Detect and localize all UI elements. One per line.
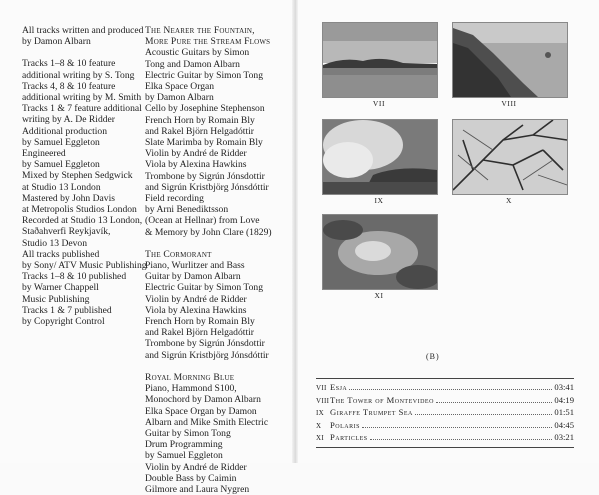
credit-line: All tracks published [22,248,100,260]
track-row [316,395,574,408]
credit-line: & Memory by John Clare (1829) [145,226,272,238]
credit-line: Piano, Wurlitzer and Bass [145,260,245,272]
credit-line: Electric Guitar by Simon Tong [145,282,263,294]
credit-line: Violin by André de Ridder [145,461,247,473]
dot-leader [436,402,553,403]
credit-line: Tracks 1–8 & 10 published [22,271,127,283]
credit-line: by Sony/ ATV Music Publishing [22,260,147,272]
credit-line: Engineered [22,148,66,160]
track-list [316,378,574,448]
credit-line [145,238,272,249]
credit-line: and Rakel Björn Helgadóttir [145,327,254,339]
track-title: Polaris [330,419,360,430]
credit-line: Royal Morning Blue [145,371,235,383]
credit-line: by Samuel Eggleton [22,159,100,171]
credit-line: Mastered by John Davis [22,192,115,204]
credit-line: (Ocean at Hellnar) from Love [145,215,260,227]
photo-caption: X [505,196,513,205]
dot-leader [415,414,553,415]
credit-line: Tracks 1 & 7 feature additional [22,103,142,115]
credit-line: by Damon Albarn [22,36,91,48]
track-title: Giraffe Trumpet Sea [330,407,413,417]
credit-line: Double Bass by Caimin [145,472,237,484]
credit-line: by Copyright Control [22,316,105,328]
credit-line: Albarn and Mike Smith Electric [145,416,269,428]
track-number: VII [316,384,327,392]
credit-line: Cello by Josephine Stephenson [145,103,265,115]
track-number: IX [316,409,324,417]
credit-line: Piano, Hammond S100, [145,383,237,395]
track-duration: 01:51 [554,407,574,417]
credit-line: Mixed by Stephen Sedgwick [22,170,133,182]
credit-line: Guitar by Simon Tong [145,427,231,439]
credit-line: More Pure the Stream Flows [145,36,271,48]
track-title: The Tower of Montevideo [330,394,434,405]
credit-line: by Samuel Eggleton [22,136,100,148]
credit-line: Electric Guitar by Simon Tong [145,69,263,81]
credit-line: by Warner Chappell [22,282,99,294]
credit-line: Elka Space Organ [145,81,215,93]
credit-line: Viola by Alexina Hawkins [145,159,247,171]
credit-line: at Studio 13 London [22,181,101,193]
photo-sea-horizon [322,22,438,98]
credit-line [145,361,272,372]
credit-line: additional writing by S. Tong [22,69,135,81]
credit-line: by Arni Benediktsson [145,204,229,216]
credit-line: Studio 13 Devon [22,237,88,249]
credit-line: French Horn by Romain Bly [145,114,255,126]
credit-line: Trombone by Sigrún Jónsdottir [145,338,265,350]
bare-branches-icon [453,120,567,194]
credit-line: Recorded at Studio 13 London, [22,215,143,227]
track-duration: 04:45 [554,419,574,430]
plate-label: (B) [426,352,440,361]
credit-line: and Sigrún Kristbjörg Jónsdóttir [145,349,269,361]
credit-line: at Metropolis Studios London [22,204,137,216]
credit-line: Violin by André de Ridder [145,148,247,160]
credit-line: The Cormorant [145,248,212,260]
credit-line: Guitar by Damon Albarn [145,271,241,283]
credit-line: Elka Space Organ by Damon [145,405,257,417]
track-row [316,407,574,420]
credit-line: Field recording [145,193,204,205]
left-page [0,0,296,495]
credit-line: Additional production [22,125,107,137]
photo-caption: VIII [501,99,517,108]
credit-line: Trombone by Sigrún Jónsdottir [145,170,265,182]
credit-line: French Horn by Romain Bly [145,316,255,328]
credit-line: and Rakel Björn Helgadóttir [145,125,254,137]
credit-line: additional writing by M. Smith [22,92,142,104]
dot-leader [349,389,552,390]
track-duration: 03:41 [554,382,574,392]
photo-cloudy-sky [322,214,438,290]
credit-line: Gilmore and Laura Nygren [145,483,250,495]
crashing-wave-icon [323,120,437,194]
track-number: XI [316,434,324,442]
track-number: VIII [316,396,330,405]
sea-horizon-icon [323,23,437,97]
track-duration: 03:21 [554,432,574,442]
credit-line: Slate Marimba by Romain Bly [145,137,263,149]
dot-leader [362,427,552,428]
credits-column-2 [145,25,272,495]
credit-line: Acoustic Guitars by Simon [145,47,250,59]
credit-line: Tracks 4, 8 & 10 feature [22,80,116,92]
track-title: Esja [330,382,348,392]
credit-line: Monochord by Damon Albarn [145,394,261,406]
track-row [316,432,574,445]
photo-bare-branches [452,119,568,195]
credit-line: Tracks 1 & 7 published [22,304,112,316]
photo-crashing-wave [322,119,438,195]
photo-caption: XI [374,291,384,300]
track-duration: 04:19 [554,394,574,405]
credit-line: Staðahverfi Reykjavík, [22,226,111,238]
credit-line: Drum Programming [145,439,223,451]
credits-column-1 [22,25,147,327]
credit-line: by Damon Albarn [145,92,214,104]
photo-rocky-coast [452,22,568,98]
track-title: Particles [330,432,368,442]
track-number: X [316,421,322,430]
credit-line: The Nearer the Fountain, [145,25,255,36]
track-row [316,382,574,395]
credit-line: Tracks 1–8 & 10 feature [22,58,116,70]
photo-caption: VII [372,99,386,108]
dot-leader [370,439,553,440]
credit-line: Viola by Alexina Hawkins [145,304,247,316]
credit-line [22,47,147,58]
credit-line: Tong and Damon Albarn [145,58,240,70]
track-row [316,420,574,433]
credit-line: Music Publishing [22,293,90,305]
credit-line: Violin by André de Ridder [145,293,247,305]
credit-line: writing by A. De Ridder [22,114,115,126]
rocky-coast-icon [453,23,567,97]
credit-line: All tracks written and produced [22,25,144,36]
credit-line: by Samuel Eggleton [145,450,223,462]
photo-caption: IX [374,196,384,205]
credit-line: and Sigrún Kristbjörg Jónsdóttir [145,181,269,193]
cloudy-sky-icon [323,215,437,289]
